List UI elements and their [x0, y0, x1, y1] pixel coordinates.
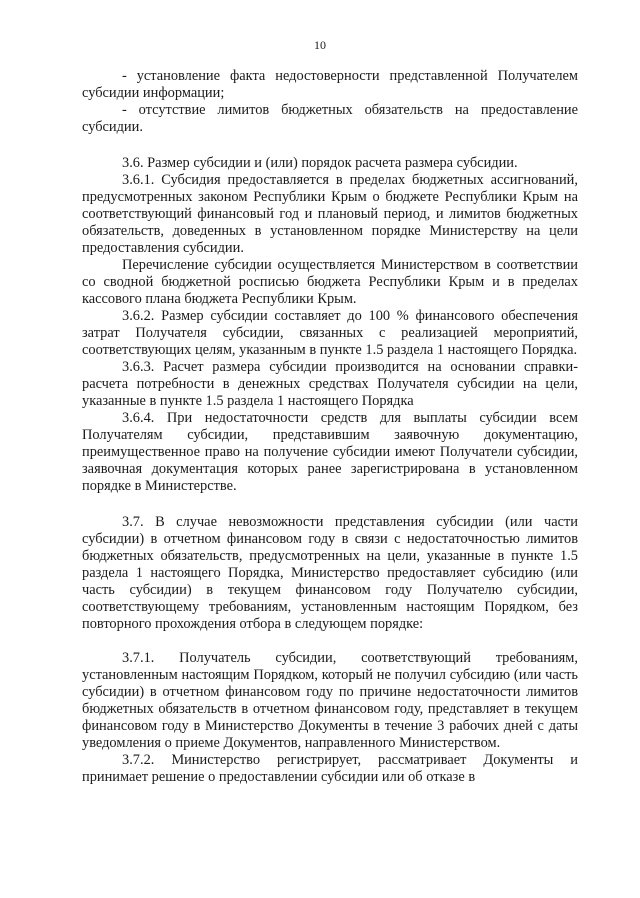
- page-number: 10: [314, 38, 326, 52]
- paragraph-3-6-3: 3.6.3. Расчет размера субсидии производится на основании справки-расчета потребности в денежных средствах Получателя субсидии на цели, указанные в пункте 1.5 раздела 1 настоящего Порядка: [82, 359, 578, 409]
- paragraph-transfer: Перечисление субсидии осуществляется Министерством в соответствии со сводной бюджетной росписью бюджета Республики Крым и в пределах кассового плана бюджета Республики Крым.: [82, 257, 578, 307]
- paragraph-3-6: 3.6. Размер субсидии и (или) порядок расчета размера субсидии.: [122, 155, 518, 171]
- paragraph-3-7-1: 3.7.1. Получатель субсидии, соответствующий требованиям, установленным настоящим Порядком, который не получил субсидию (или часть субсидии) в отчетном финансовом году по причине недостаточности лимитов бюджетных обязательств в отчетном финансовом году, представляет в текущем финансовом году в Министерство Документы в течение 3 рабочих дней с даты уведомления о приеме Документов, направленного Министерством.: [82, 650, 578, 751]
- document-body: [82, 68, 578, 786]
- paragraph-3-7: 3.7. В случае невозможности представления субсидии (или части субсидии) в отчетном финансовом году в связи с недостаточностью лимитов бюджетных обязательств, предусмотренных на цели, указанные в пункте 1.5 раздела 1 настоящего Порядка, Министерство предоставляет субсидию (или часть субсидии) в текущем финансовом году Получателю субсидии, соответствующему требованиям, установленным настоящим Порядком, без повторного прохождения отбора в следующем порядке:: [82, 514, 578, 632]
- paragraph-3-6-4: 3.6.4. При недостаточности средств для выплаты субсидии всем Получателям субсидии, представившим заявочную документацию, преимущественное право на получение субсидии имеют Получатели субсидии, заявочная документация которых ранее зарегистрирована в установленном порядке в Министерстве.: [82, 410, 578, 494]
- paragraph-invalid-info: - установление факта недостоверности представленной Получателем субсидии информации;: [82, 68, 578, 101]
- paragraph-no-limits: - отсутствие лимитов бюджетных обязательств на предоставление субсидии.: [82, 102, 578, 135]
- paragraph-3-6-2: 3.6.2. Размер субсидии составляет до 100 % финансового обеспечения затрат Получателя субсидии, связанных с реализацией мероприятий, соответствующих целям, указанным в пункте 1.5 раздела 1 настоящего Порядка.: [82, 308, 578, 358]
- paragraph-3-7-2: 3.7.2. Министерство регистрирует, рассматривает Документы и принимает решение о предоставлении субсидии или об отказе в: [82, 752, 578, 785]
- paragraph-3-6-1: 3.6.1. Субсидия предоставляется в пределах бюджетных ассигнований, предусмотренных законом Республики Крым о бюджете Республики Крым на соответствующий финансовый год и плановый период, и лимитов бюджетных обязательств, доведенных в установленном порядке Министерству на цели предоставления субсидии.: [82, 172, 578, 256]
